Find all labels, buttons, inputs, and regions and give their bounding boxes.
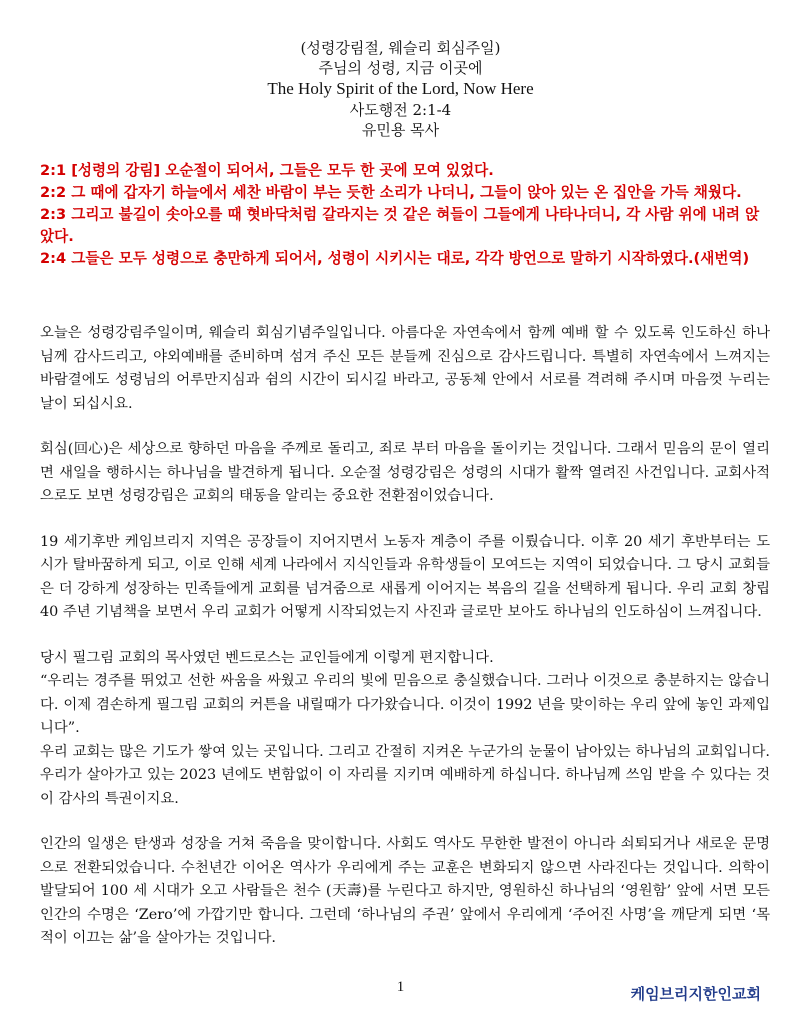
quoted-letter: “우리는 경주를 뛰었고 선한 싸움을 싸웠고 우리의 빛에 믿음으로 충실했습니다. 그러나 이것으로 충분하지는 않습니다. 이제 겸손하게 필그림 교회의 커튼을 내릴때가 다가왔습니다. 이것이 1992 년을 맞이하는 우리 앞에 놓인 과제입니다”. — [40, 673, 770, 736]
body-paragraph: 오늘은 성령강림주일이며, 웨슬리 회심기념주일입니다. 아름다운 자연속에서 함께 예배 할 수 있도록 인도하신 하나님께 감사드리고, 야외예배를 준비하며 섬겨 주신 모든 분들께 진심으로 감사드립니다. 특별히 자연속에서 느껴지는 바람결에도 성령님의 어루만지심과 쉼의 시간이 되시길 바라고, 공동체 안에서 서로를 격려해 주시며 마음껏 누리는 날이 되십시요. — [40, 325, 770, 412]
scripture-reference: 사도행전 2:1-4 — [349, 101, 452, 119]
sermon-title-korean: 주님의 성령, 지금 이곳에 — [318, 59, 483, 77]
scripture-passage — [40, 160, 770, 270]
page-number: 1 — [396, 979, 405, 995]
preacher-name: 유민용 목사 — [361, 121, 440, 139]
sermon-title-english: The Holy Spirit of the Lord, Now Here — [267, 79, 534, 98]
body-paragraph: 당시 필그림 교회의 목사였던 벤드로스는 교인들에게 이렇게 편지합니다. — [40, 649, 494, 666]
body-paragraph: 회심(回心)은 세상으로 향하던 마음을 주께로 돌리고, 죄로 부터 마음을 돌이키는 것입니다. 그래서 믿음의 문이 열리면 새일을 행하시는 하나님을 발견하게 됩니다. 오순절 성령강림은 성령의 시대가 활짝 열려진 사건입니다. 교회사적으로도 보면 성령강림은 교회의 태동을 알리는 중요한 전환점이었습니다. — [40, 441, 770, 504]
scripture-verse: 2:3 그리고 불길이 솟아오를 때 혓바닥처럼 갈라지는 것 같은 혀들이 그들에게 나타나더니, 각 사람 위에 내려 앉았다. — [40, 206, 760, 245]
church-name: 케임브리지한인교회 — [630, 985, 761, 1003]
sermon-body — [40, 322, 770, 973]
scripture-verse: 2:2 그 때에 갑자기 하늘에서 세찬 바람이 부는 듯한 소리가 나더니, 그들이 앉아 있는 온 집안을 가득 채웠다. — [40, 184, 742, 201]
scripture-verse: 2:1 [성령의 강림] 오순절이 되어서, 그들은 모두 한 곳에 모여 있었다. — [40, 162, 494, 179]
body-paragraph: 19 세기후반 케임브리지 지역은 공장들이 지어지면서 노동자 계층이 주를 이뤘습니다. 이후 20 세기 후반부터는 도시가 탈바꿈하게 되고, 이로 인해 세계 나라에서 지식인들과 유학생들이 모여드는 지역이 되었습니다. 그 당시 교회들은 더 강하게 성장하는 민족들에게 교회를 넘겨줌으로 새롭게 이어지는 복음의 길을 선택하게 됩니다. 우리 교회 창립 40 주년 기념책을 보면서 우리 교회가 어떻게 시작되었는지 사진과 글로만 보아도 하나님의 인도하심이 느껴집니다. — [40, 533, 770, 620]
body-paragraph: 인간의 일생은 탄생과 성장을 거쳐 죽음을 맞이합니다. 사회도 역사도 무한한 발전이 아니라 쇠퇴되거나 새로운 문명으로 전환되었습니다. 수천년간 이어온 역사가 우리에게 주는 교훈은 변화되지 않으면 사라진다는 것입니다. 의학이 발달되어 100 세 시대가 오고 사람들은 천수 (天壽)를 누린다고 하지만, 영원하신 하나님의 ‘영원함’ 앞에 서면 모든 인간의 수명은 ‘Zero’에 가깝기만 합니다. 그런데 ‘하나님의 주권’ 앞에서 우리에게 ‘주어진 사명’을 깨닫게 되면 ‘목적이 이끄는 삶’을 살아가는 것입니다. — [40, 836, 770, 946]
body-paragraph: 우리 교회는 많은 기도가 쌓여 있는 곳입니다. 그리고 간절히 지켜온 누군가의 눈물이 남아있는 하나님의 교회입니다. 우리가 살아가고 있는 2023 년에도 변함없이 이 자리를 지키며 예배하게 하십니다. 하나님께 쓰임 받을 수 있다는 것이 감사의 특권이지요. — [40, 743, 770, 807]
occasion-line: (성령강림절, 웨슬리 회심주일) — [300, 39, 501, 57]
scripture-verse: 2:4 그들은 모두 성령으로 충만하게 되어서, 성령이 시키시는 대로, 각각 방언으로 말하기 시작하였다.(새번역) — [40, 250, 750, 267]
sermon-header — [0, 38, 801, 140]
